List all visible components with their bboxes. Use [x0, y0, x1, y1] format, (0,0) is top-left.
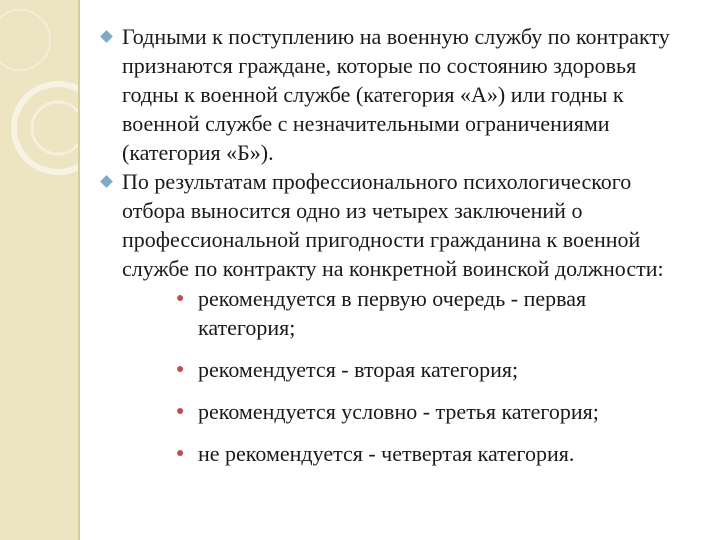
main-bullet-text: Годными к поступлению на военную службу по контракту признаются граждане, которые по состоянию здоровья годны к военной службе (категория «А») или годны к военной службе с незначительными ограничениями (категория «Б»).: [122, 24, 670, 165]
sub-bullet-text: рекомендуется условно - третья категория;: [198, 399, 599, 424]
diamond-bullet-icon: [100, 175, 113, 188]
main-bullet-item: [96, 22, 696, 167]
sub-bullet-item: [118, 397, 696, 426]
sub-bullet-item: [118, 355, 696, 384]
decorative-side-strip: [0, 0, 78, 540]
dot-bullet-icon: ●: [176, 362, 185, 377]
sub-bullet-list: [96, 284, 696, 468]
side-divider-line: [78, 0, 80, 540]
sub-bullet-text: не рекомендуется - четвертая категория.: [198, 441, 575, 466]
main-bullet-text: По результатам профессионального психологического отбора выносится одно из четырех заключений о профессиональной пригодности гражданина к военной службе по контракту на конкретной воинской должности:: [122, 169, 664, 281]
sub-bullet-text: рекомендуется в первую очередь - первая категория;: [198, 286, 587, 340]
dot-bullet-icon: ●: [176, 291, 185, 306]
circle-decoration-icon: [0, 0, 78, 540]
sub-bullet-item: [118, 439, 696, 468]
diamond-bullet-icon: [100, 30, 113, 43]
dot-bullet-icon: ●: [176, 404, 185, 419]
dot-bullet-icon: ●: [176, 446, 185, 461]
main-bullet-item: [96, 167, 696, 283]
sub-bullet-item: [118, 284, 696, 342]
sub-bullet-text: рекомендуется - вторая категория;: [198, 357, 519, 382]
slide-content: [96, 22, 696, 481]
